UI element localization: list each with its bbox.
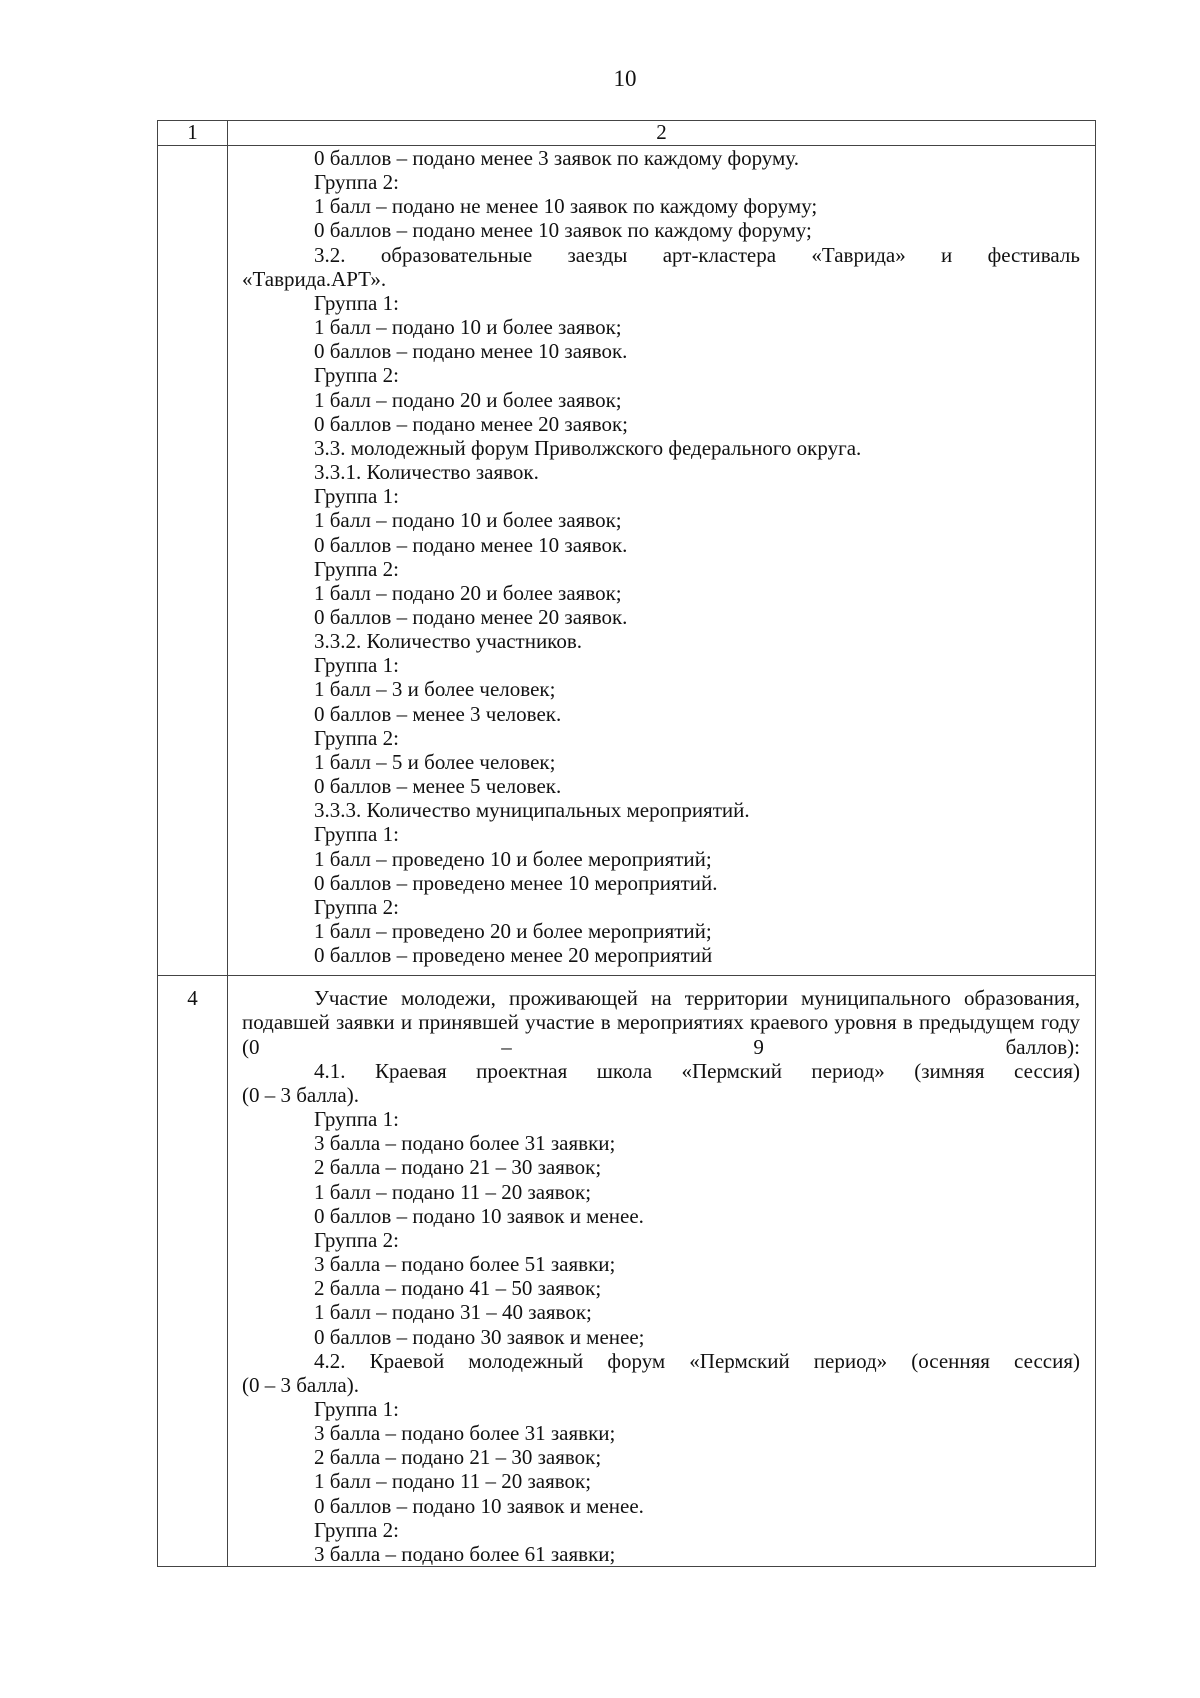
criteria-line: 0 баллов – проведено менее 20 мероприятий: [314, 943, 713, 968]
criteria-text: [228, 146, 1096, 976]
criteria-line: Группа 2:: [314, 363, 399, 388]
criteria-line: Группа 1:: [314, 290, 399, 315]
criteria-line: 2 балла – подано 41 – 50 заявок;: [314, 1276, 602, 1301]
criteria-line: 3.3.1. Количество заявок.: [314, 460, 539, 485]
criteria-line: (0 – 3 балла).: [242, 1372, 359, 1397]
criteria-line: 1 балл – подано 20 и более заявок;: [314, 387, 622, 412]
criteria-line: 1 балл – подано 10 и более заявок;: [314, 315, 622, 340]
criteria-line: Группа 2:: [314, 170, 399, 195]
criteria-line: 4.1. Краевая проектная школа «Пермский период» (зимняя сессия): [314, 1058, 1080, 1083]
criteria-line: 1 балл – подано 11 – 20 заявок;: [314, 1179, 592, 1204]
criteria-line: Группа 1:: [314, 822, 399, 847]
criteria-line: Группа 1:: [314, 484, 399, 509]
criteria-line: Группа 1:: [314, 653, 399, 678]
header-cell-1: 1: [158, 121, 228, 146]
criteria-line: 1 балл – проведено 20 и более мероприятий;: [314, 919, 712, 943]
criteria-line: 0 баллов – подано 10 заявок и менее.: [314, 1203, 644, 1228]
criteria-line: 0 баллов – менее 3 человек.: [314, 701, 562, 726]
criteria-line: 1 балл – проведено 10 и более мероприятий;: [314, 846, 712, 871]
criteria-line: Группа 2:: [314, 1227, 399, 1252]
criteria-table: [157, 120, 1096, 1567]
criteria-line: 1 балл – подано 20 и более заявок;: [314, 580, 622, 605]
criteria-line: 0 баллов – подано менее 10 заявок.: [314, 339, 628, 364]
criteria-line: 0 баллов – подано 10 заявок и менее.: [314, 1493, 644, 1518]
criteria-line: 0 баллов – проведено менее 10 мероприятий.: [314, 870, 718, 895]
criteria-line: 0 баллов – подано менее 3 заявок по каждому форуму.: [314, 146, 799, 170]
criteria-line: 0 баллов – подано менее 10 заявок по каждому форуму;: [314, 218, 812, 243]
criteria-line: Группа 2:: [314, 1517, 399, 1542]
row-number: [158, 146, 228, 976]
criteria-line: 1 балл – 3 и более человек;: [314, 677, 556, 702]
criteria-line: «Таврида.АРТ».: [242, 266, 387, 291]
criteria-line: 3.3. молодежный форум Приволжского федерального округа.: [314, 435, 862, 460]
criteria-text: [228, 976, 1096, 1567]
criteria-line: 0 баллов – менее 5 человек.: [314, 774, 562, 799]
table-header-row: [158, 121, 1096, 146]
criteria-line: 1 балл – подано 31 – 40 заявок;: [314, 1300, 592, 1325]
criteria-line: 3.2. образовательные заезды арт-кластера «Таврида» и фестиваль: [314, 242, 1080, 267]
criteria-line: 0 баллов – подано 30 заявок и менее;: [314, 1324, 645, 1349]
criteria-line: 3 балла – подано более 31 заявки;: [314, 1131, 616, 1156]
criteria-line: 1 балл – подано 11 – 20 заявок;: [314, 1469, 592, 1494]
criteria-line: 3.3.3. Количество муниципальных мероприятий.: [314, 798, 750, 823]
criteria-line: Группа 1:: [314, 1396, 399, 1421]
criteria-line: Группа 1:: [314, 1107, 399, 1132]
criteria-line: Группа 2:: [314, 894, 399, 919]
criteria-line: 0 баллов – подано менее 20 заявок.: [314, 604, 628, 629]
header-cell-2: 2: [228, 121, 1096, 146]
criteria-line: Группа 2:: [314, 725, 399, 750]
table-row: [158, 146, 1096, 976]
criteria-line: 3 балла – подано более 51 заявки;: [314, 1252, 616, 1277]
criteria-line: 1 балл – 5 и более человек;: [314, 749, 556, 774]
criteria-line: 0 баллов – подано менее 20 заявок;: [314, 411, 629, 436]
criteria-line: 3 балла – подано более 31 заявки;: [314, 1421, 616, 1446]
criteria-line: 2 балла – подано 21 – 30 заявок;: [314, 1445, 602, 1470]
criteria-line: 0 баллов – подано менее 10 заявок.: [314, 532, 628, 557]
criteria-lead-paragraph: Участие молодежи, проживающей на территории муниципального образования, подавшей заявки и принявшей участие в мероприятиях краевого уровня в предыдущем году (0 – 9 баллов):: [242, 986, 1080, 1059]
page-number: 10: [613, 66, 637, 91]
criteria-line: 2 балла – подано 21 – 30 заявок;: [314, 1155, 602, 1180]
criteria-line: 1 балл – подано 10 и более заявок;: [314, 508, 622, 533]
table-row: [158, 976, 1096, 1567]
criteria-line: 4.2. Краевой молодежный форум «Пермский период» (осенняя сессия): [314, 1348, 1080, 1373]
criteria-line: 1 балл – подано не менее 10 заявок по каждому форуму;: [314, 194, 818, 219]
criteria-line: Группа 2:: [314, 556, 399, 581]
criteria-line: (0 – 3 балла).: [242, 1082, 359, 1107]
criteria-line: 3 балла – подано более 61 заявки;: [314, 1541, 616, 1566]
criteria-line: 3.3.2. Количество участников.: [314, 629, 582, 654]
row-number: 4: [158, 976, 228, 1567]
